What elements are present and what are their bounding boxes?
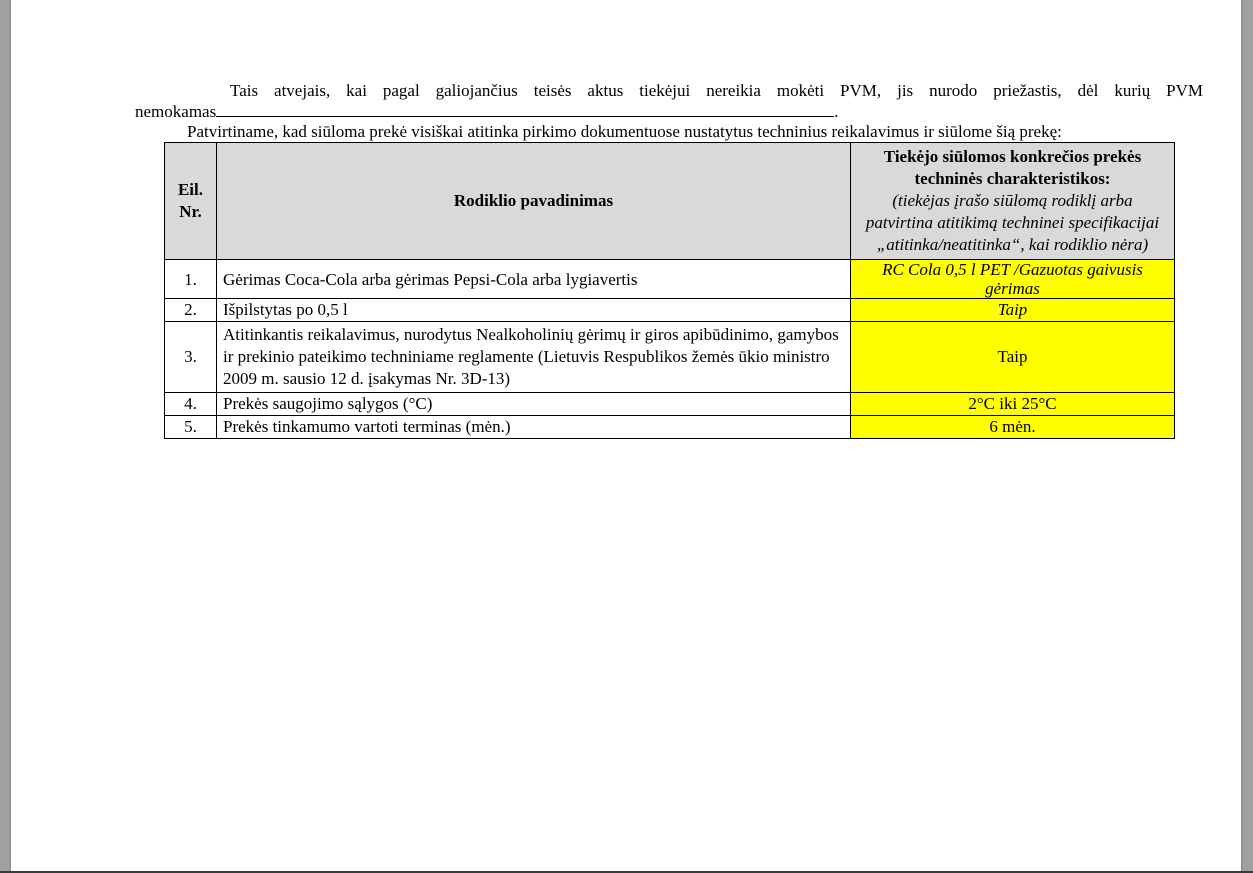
- vat-paragraph-end: .: [834, 102, 839, 121]
- row-value: 6 mėn.: [851, 416, 1175, 439]
- row-name: Išpilstytas po 0,5 l: [217, 299, 851, 322]
- row-value: Taip: [851, 299, 1175, 322]
- table-row: [165, 322, 1175, 393]
- row-name: Gėrimas Coca-Cola arba gėrimas Pepsi-Cola arba lygiavertis: [217, 260, 851, 299]
- table-row: [165, 299, 1175, 322]
- vat-paragraph-text: Tais atvejais, kai pagal galiojančius teisės aktus tiekėjui nereikia mokėti PVM, jis nurodo priežastis, dėl kurių PVM: [230, 81, 1203, 100]
- confirmation-paragraph: Patvirtiname, kad siūloma prekė visiškai atitinka pirkimo dokumentuose nustatytus techninius reikalavimus ir siūlome šią prekę:: [187, 122, 1062, 141]
- row-name: Prekės saugojimo sąlygos (°C): [217, 393, 851, 416]
- vat-paragraph: [135, 80, 1203, 122]
- row-value: RC Cola 0,5 l PET /Gazuotas gaivusis gėrimas: [851, 260, 1175, 299]
- header-name: Rodiklio pavadinimas: [217, 143, 851, 260]
- row-name: Atitinkantis reikalavimus, nurodytus Nealkoholinių gėrimų ir giros apibūdinimo, gamybos ir prekinio pateikimo techniniame reglamente (Lietuvis Respublikos žemės ūkio ministro 2009 m. sausio 12 d. įsakymas Nr. 3D-13): [217, 322, 851, 393]
- header-supplier: [851, 143, 1175, 260]
- row-value: 2°C iki 25°C: [851, 393, 1175, 416]
- specification-table: [164, 142, 1175, 439]
- table-row: [165, 393, 1175, 416]
- vat-reason-blank-line: [216, 102, 834, 117]
- header-supplier-title: Tiekėjo siūlomos konkrečios prekės techninės charakteristikos:: [883, 147, 1142, 188]
- row-nr: 4.: [165, 393, 217, 416]
- row-nr: 3.: [165, 322, 217, 393]
- row-nr: 1.: [165, 260, 217, 299]
- table-row: [165, 416, 1175, 439]
- vat-paragraph-continuation: nemokamas: [135, 102, 217, 121]
- row-nr: 2.: [165, 299, 217, 322]
- document-page: [11, 0, 1241, 871]
- table-header-row: [165, 143, 1175, 260]
- row-value: Taip: [851, 322, 1175, 393]
- table-row: [165, 260, 1175, 299]
- row-name: Prekės tinkamumo vartoti terminas (mėn.): [217, 416, 851, 439]
- header-supplier-note: (tiekėjas įrašo siūlomą rodiklį arba patvirtina atitikimą techninei specifikacijai „atitinka/neatitinka“, kai rodiklio nėra): [865, 191, 1160, 254]
- row-nr: 5.: [165, 416, 217, 439]
- header-nr: Eil. Nr.: [165, 143, 217, 260]
